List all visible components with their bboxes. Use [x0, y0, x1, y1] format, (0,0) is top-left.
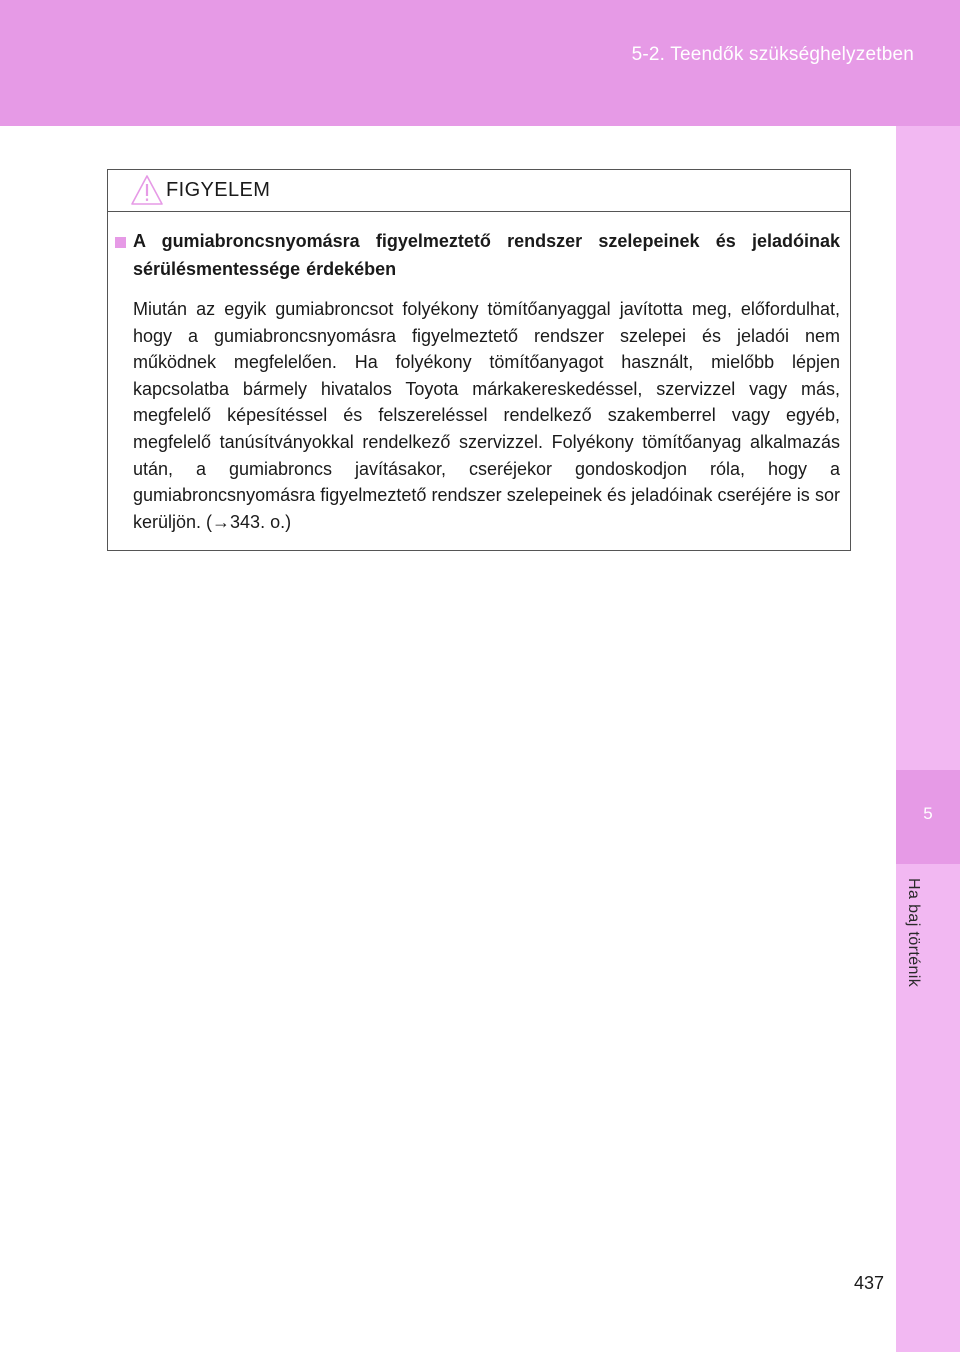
section-title: 5-2. Teendők szükséghelyzetben: [631, 44, 914, 65]
warning-item-text: Miután az egyik gumiabroncsot folyékony tömítőanyaggal javította meg, előfordulhat, hogy a gumiabroncsnyomásra figyelmeztető rendszer szelepei és jeladói nem működnek megfelelően. Ha folyékony tömítőanyagot használt, mielőbb lépjen kapcsolatba bármely hivatalos Toyota márkakereskedéssel, szervizzel vagy más, megfelelő képesítéssel és felszereléssel rendelkező szakemberrel vagy egyéb, megfelelő tanúsítványokkal rendelkező szervizzel. Folyékony tömítőanyag alkalmazás után, a gumiabroncs javításakor, cseréjekor gondoskodjon róla, hogy a gumiabroncsnyomásra figyelmeztető rendszer szelepeinek és jeladóinak cseréjére is sor kerüljön. (→343. o.): [133, 299, 840, 532]
chapter-number: 5: [923, 804, 933, 823]
chapter-label: Ha baj történik: [905, 878, 922, 988]
warning-body: [108, 212, 850, 535]
warning-header: [108, 170, 850, 212]
warning-triangle-icon: [130, 174, 164, 206]
warning-item-heading: A gumiabroncsnyomásra figyelmeztető rendszer szelepeinek és jeladóinak sérülésmentessége érdekében: [133, 231, 840, 279]
page-number: 437: [853, 1273, 884, 1293]
bullet-square-icon: [115, 237, 126, 248]
chapter-side-tab: [896, 126, 960, 1352]
warning-title: FIGYELEM: [166, 179, 271, 201]
header-band: [0, 0, 960, 126]
warning-box: [107, 169, 851, 551]
